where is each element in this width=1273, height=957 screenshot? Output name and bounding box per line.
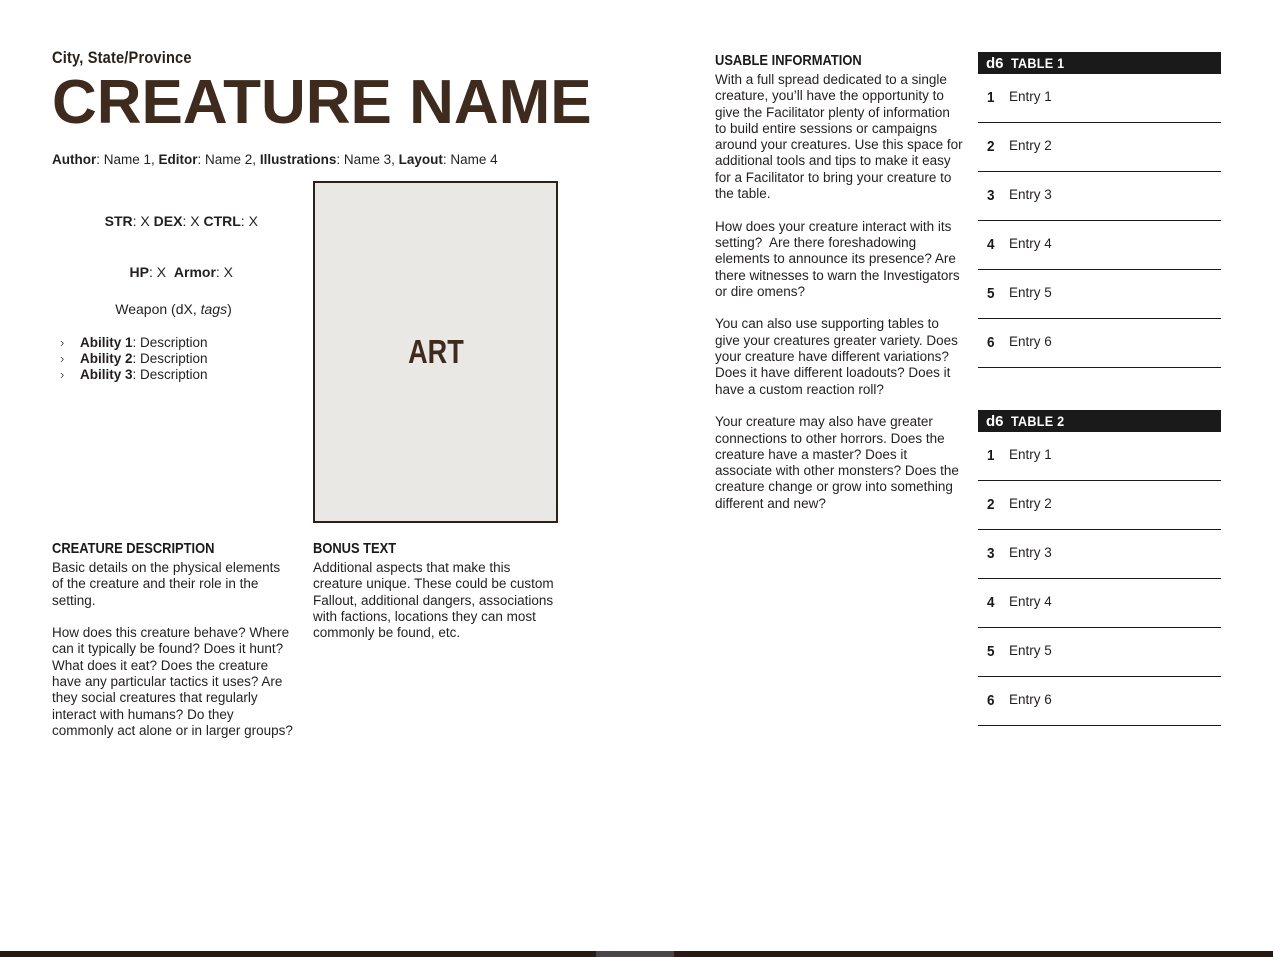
table-row: [978, 221, 1221, 270]
creature-description-body: [52, 560, 293, 739]
creature-description-heading: CREATURE DESCRIPTION: [52, 540, 215, 557]
d6-table: [978, 52, 1221, 368]
ability-item: [52, 351, 295, 367]
stat-label: DEX: [153, 213, 183, 229]
art-placeholder-box: [313, 181, 558, 523]
stat-item: [174, 264, 233, 280]
entry-text: Entry 3: [1009, 187, 1052, 202]
weapon-suffix: ): [227, 301, 232, 317]
paragraph: Your creature may also have greater connections to other horrors. Does the creature have a master? Does it associate with other monsters? Does the creature change or grow into something different and new?: [715, 414, 963, 511]
tables-column: [978, 52, 1221, 726]
roll-number: 4: [987, 236, 995, 253]
usable-information-heading: USABLE INFORMATION: [715, 52, 862, 69]
ability-item: [52, 367, 295, 383]
table-row: [978, 579, 1221, 628]
page-title: CREATURE NAME: [52, 68, 592, 137]
table-row: [978, 172, 1221, 221]
credit-item: [260, 152, 399, 167]
table-title: TABLE 2: [1010, 413, 1064, 429]
table-row: [978, 677, 1221, 726]
credit-item: [52, 152, 159, 167]
roll-number: 1: [987, 89, 995, 106]
weapon-tags: tags: [200, 301, 228, 317]
art-placeholder-label: ART: [407, 333, 464, 370]
horizontal-scrollbar-track: [0, 951, 1273, 957]
paragraph: Additional aspects that make this creature unique. These could be custom Fallout, additional dangers, associations with factions, locations they can most commonly be found, etc.: [313, 560, 558, 641]
table-row: [978, 74, 1221, 123]
stat-label: CTRL: [203, 213, 241, 229]
entry-text: Entry 5: [1009, 643, 1052, 658]
ability-description: : Description: [132, 367, 208, 382]
stat-label: HP: [129, 264, 149, 280]
ability-label: Ability 1: [80, 335, 133, 350]
bonus-text-body: [313, 560, 563, 641]
credit-label: Author: [52, 152, 97, 167]
roll-number: 5: [987, 285, 995, 302]
credit-item: [399, 152, 498, 167]
paragraph: Basic details on the physical elements of the creature and their role in the setting.: [52, 560, 284, 608]
page-title-wrap: [52, 68, 592, 137]
credit-value: : Name 2,: [197, 152, 260, 167]
table-header-bar: [978, 52, 1221, 74]
entry-text: Entry 2: [1009, 496, 1052, 511]
paragraph: You can also use supporting tables to give your creatures greater variety. Does your creature have different variations? Does it have different loadouts? Does it have a custom reaction roll?: [715, 316, 962, 397]
roll-number: 1: [987, 447, 995, 464]
ability-item: [52, 335, 295, 351]
roll-number: 6: [987, 692, 995, 709]
paragraph: How does this creature behave? Where can it typically be found? Does it hunt? What does it eat? Does the creature have any particular tactics it uses? Are they social creatures that regularly interact with humans? Do they commonly act alone or in larger groups?: [52, 625, 293, 738]
stat-value: : X: [148, 264, 174, 280]
stat-value: : X: [132, 213, 154, 229]
credit-label: Layout: [398, 152, 443, 167]
stat-value: : X: [240, 213, 258, 229]
credit-label: Editor: [158, 152, 198, 167]
roll-number: 5: [987, 643, 995, 660]
stat-item: [203, 213, 257, 229]
bonus-text-section: [313, 540, 563, 658]
credit-value: : Name 3,: [336, 152, 399, 167]
stat-block: [52, 179, 295, 383]
table-row: [978, 530, 1221, 579]
ability-text: [80, 367, 208, 383]
bonus-text-heading: BONUS TEXT: [313, 540, 397, 557]
weapon-prefix: Weapon (dX,: [115, 301, 201, 317]
weapon-line: [52, 301, 295, 318]
stat-item: [130, 264, 174, 280]
roll-number: 2: [987, 138, 995, 155]
credit-value: : Name 4: [442, 152, 498, 167]
list-bullet-icon: ›: [60, 335, 65, 350]
table-row: [978, 123, 1221, 172]
list-bullet-icon: ›: [60, 367, 65, 382]
table-rows: [978, 432, 1221, 726]
ability-description: : Description: [132, 335, 208, 350]
credit-label: Illustrations: [259, 152, 337, 167]
entry-text: Entry 2: [1009, 138, 1052, 153]
paragraph: How does your creature interact with its setting? Are there foreshadowing elements to announce its presence? Are there witnesses to warn the Investigators or dire omens?: [715, 218, 964, 299]
location-label: City, State/Province: [52, 48, 192, 67]
entry-text: Entry 6: [1009, 334, 1052, 349]
stat-value: : X: [182, 213, 204, 229]
ability-text: [80, 335, 208, 351]
die-label: d6: [986, 54, 1004, 72]
roll-number: 3: [987, 187, 995, 204]
ability-label: Ability 3: [80, 367, 133, 382]
entry-text: Entry 4: [1009, 594, 1052, 609]
roll-number: 4: [987, 594, 995, 611]
ability-label: Ability 2: [80, 351, 133, 366]
paragraph: With a full spread dedicated to a single creature, you’ll have the opportunity to give the Facilitator plenty of information to build entire sessions or campaigns around your creatures. Use this space for additional tools and tips to make it easy for a Facilitator to bring your creature to the table.: [715, 72, 967, 202]
location-label-wrap: [52, 48, 214, 68]
usable-information-section: [715, 52, 967, 528]
stat-item: [154, 213, 204, 229]
ability-description: : Description: [132, 351, 208, 366]
entry-text: Entry 6: [1009, 692, 1052, 707]
roll-number: 2: [987, 496, 995, 513]
entry-text: Entry 4: [1009, 236, 1052, 251]
stat-label: STR: [104, 213, 133, 229]
table-rows: [978, 74, 1221, 368]
table-row: [978, 319, 1221, 368]
roll-number: 6: [987, 334, 995, 351]
table-title: TABLE 1: [1010, 55, 1064, 71]
credits-line: [52, 152, 498, 167]
d6-table: [978, 410, 1221, 726]
table-header-bar: [978, 410, 1221, 432]
entry-text: Entry 1: [1009, 89, 1052, 104]
table-row: [978, 481, 1221, 530]
usable-information-body: [715, 72, 967, 512]
ability-text: [80, 351, 208, 367]
credit-value: : Name 1,: [96, 152, 159, 167]
stat-value: : X: [215, 264, 234, 280]
stat-line-attributes: [52, 179, 295, 230]
entry-text: Entry 3: [1009, 545, 1052, 560]
roll-number: 3: [987, 545, 995, 562]
stat-item: [105, 213, 154, 229]
creature-description-section: [52, 540, 293, 756]
die-label: d6: [986, 412, 1004, 430]
stat-label: Armor: [173, 264, 216, 280]
table-row: [978, 432, 1221, 481]
table-row: [978, 628, 1221, 677]
stat-line-defense: [52, 230, 295, 281]
credit-item: [159, 152, 260, 167]
abilities-list: [52, 335, 295, 383]
entry-text: Entry 1: [1009, 447, 1052, 462]
list-bullet-icon: ›: [60, 351, 65, 366]
entry-text: Entry 5: [1009, 285, 1052, 300]
table-row: [978, 270, 1221, 319]
horizontal-scrollbar-thumb[interactable]: [596, 951, 674, 957]
